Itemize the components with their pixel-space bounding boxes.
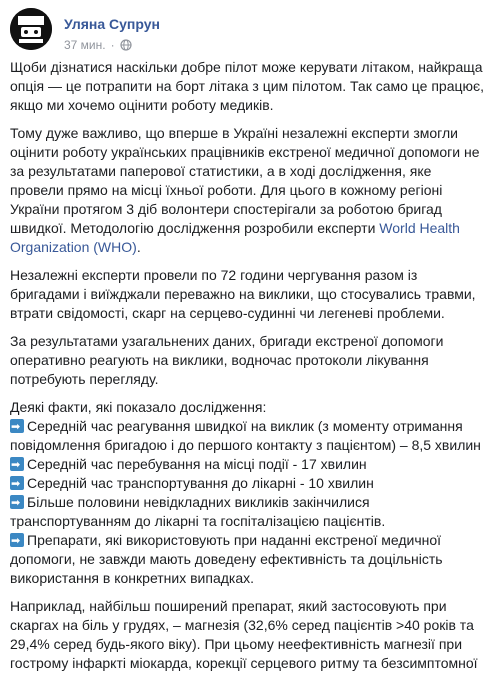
fact-item <box>10 474 488 493</box>
paragraph-text: Тому дуже важливо, що вперше в Україні незалежні експерти змогли оцінити роботу українських працівників екстреної медичної допомоги не за результатами паперової статистики, а в ході дослідження, яке провели прямо на місці їхньої роботи. Для цього в кожному регіоні України протягом 3 діб волонтери спостерігали за роботою бригад швидкої. Методологію дослідження розробили експерти <box>10 125 480 236</box>
fact-item <box>10 493 488 531</box>
right-arrow-icon <box>10 419 24 433</box>
paragraph-text: . <box>136 239 141 255</box>
right-arrow-icon <box>10 476 24 490</box>
author-name-link[interactable]: Уляна Супрун <box>64 16 160 32</box>
facts-list <box>10 398 488 588</box>
post-body <box>10 58 488 682</box>
avatar-logo-icon[interactable] <box>10 8 52 50</box>
right-arrow-icon <box>10 495 24 509</box>
fact-item <box>10 531 488 588</box>
right-arrow-icon <box>10 457 24 471</box>
fact-text: Більше половини невідкладних викликів закінчилися транспортуванням до лікарні та госпіталізацією пацієнтів. <box>10 494 386 529</box>
paragraph: Незалежні експерти провели по 72 години чергування разом із бригадами і виїжджали переважно на виклики, що стосувались травми, втрати свідомості, скарг на серцево-судинні чи легеневі проблеми. <box>10 267 476 321</box>
right-arrow-icon <box>10 533 24 547</box>
meta-separator: · <box>110 38 115 52</box>
paragraph <box>10 124 488 257</box>
post-meta <box>64 38 132 52</box>
fact-text: Препарати, які використовують при наданні екстреної медичної допомоги, не завжди мають доведену ефективність та доцільність використання в конкретних випадках. <box>10 532 443 586</box>
paragraph: Щоби дізнатися наскільки добре пілот може керувати літаком, найкраща опція — це потрапити на борт літака з цим пілотом. Так само це працює, якщо ми хочемо оцінити роботу медиків. <box>10 59 485 113</box>
globe-icon[interactable] <box>120 39 132 51</box>
fact-text: Середній час транспортування до лікарні - 10 хвилин <box>27 475 374 491</box>
fact-item <box>10 455 488 474</box>
paragraph: Наприклад, найбільш поширений препарат, який застосовують при скаргах на біль у грудях, – магнезія (32,6% серед пацієнтів >40 років та 29,4% серед будь-якого віку). При цьому неефективність магнезії при гострому інфаркті міокарда, корекції серцевого ритму та безсимптомної <box>10 598 478 671</box>
fact-item <box>10 417 488 455</box>
paragraph: За результатами узагальнених даних, бригади екстреної допомоги оперативно реагують на виклики, водночас протоколи лікування потребують перегляду. <box>10 333 444 387</box>
fact-text: Середній час реагування швидкої на виклик (з моменту отримання повідомлення бригадою і до першого контакту з пацієнтом) – 8,5 хвилин <box>10 418 481 453</box>
post-timestamp[interactable]: 37 мин. <box>64 38 106 52</box>
fact-text: Середній час перебування на місці події - 17 хвилин <box>27 456 367 472</box>
facts-intro: Деякі факти, які показало дослідження: <box>10 399 267 415</box>
who-link[interactable]: World Health Organization (WHO) <box>10 220 460 255</box>
